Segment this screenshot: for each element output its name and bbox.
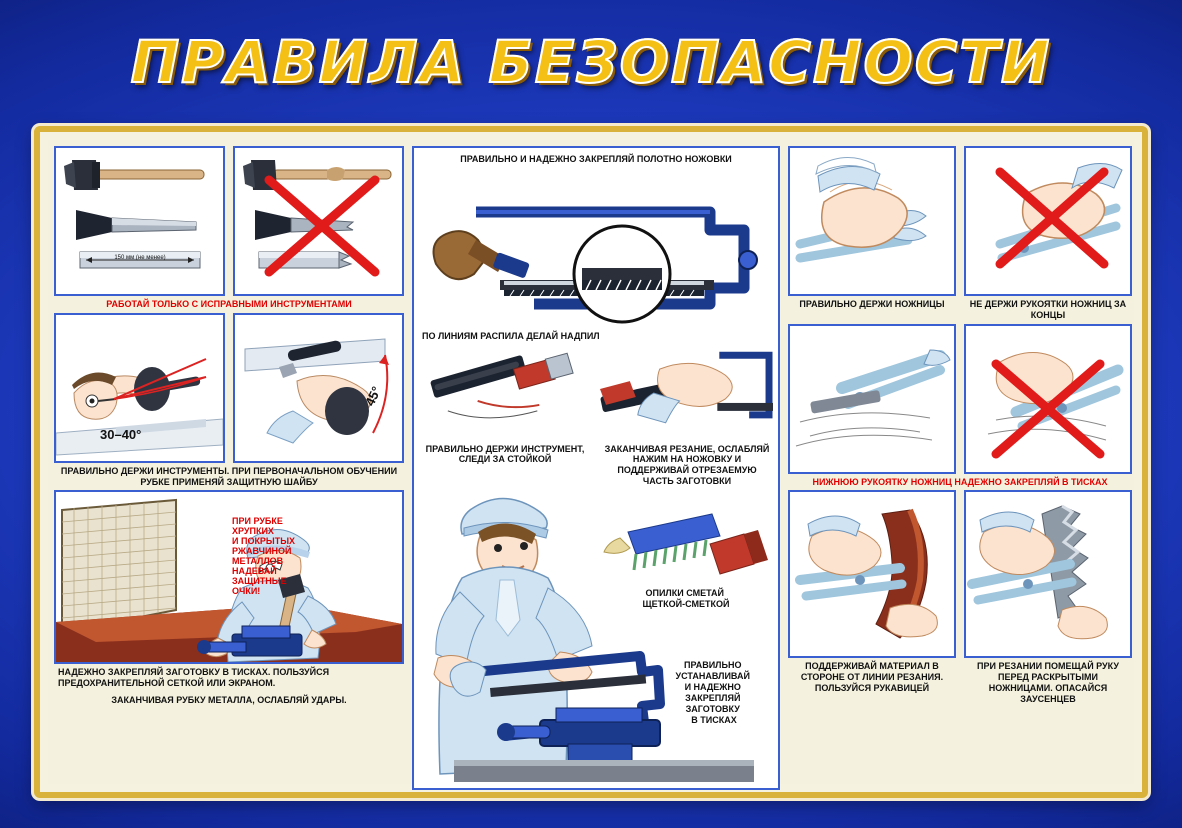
panel-shears-wrong — [964, 146, 1132, 296]
panel-chisel-angle-view — [54, 313, 225, 463]
caption-brush-svg: ОПИЛКИ СМЕТАЙ ЩЕТКОЙ-СМЕТКОЙ — [642, 587, 730, 609]
panel-shears-correct — [788, 146, 956, 296]
poster-inner — [48, 140, 1134, 784]
angle-label-45: 45° — [362, 383, 385, 409]
goggles-callout: ПРИ РУБКЕ ХРУПКИХ И ПОКРЫТЫХ РЖАВЧИНОЙ МЕТАЛЛОВ НАДЕВАЙ ЗАЩИТНЫЕ ОЧКИ! — [232, 516, 296, 597]
angle-label-30-40: 30–40° — [100, 426, 142, 442]
chisel-angle-row — [54, 313, 404, 463]
caption-hold-tool: ПРАВИЛЬНО ДЕРЖИ ИНСТРУМЕНТ, СЛЕДИ ЗА СТОЙКОЙ — [425, 443, 585, 465]
panel-hand-position — [964, 490, 1132, 658]
cutting-row-captions — [788, 658, 1132, 707]
good-tools-illustration — [56, 148, 223, 294]
shears-hold-row — [788, 146, 1132, 296]
left-column — [54, 146, 404, 778]
caption-lower-handle-vise: НИЖНЮЮ РУКОЯТКУ НОЖНИЦ НАДЕЖНО ЗАКРЕПЛЯЙ В ТИСКАХ — [812, 476, 1108, 487]
shears-correct-illustration — [790, 148, 954, 294]
mid-two-up-captions — [414, 441, 778, 490]
panel-chisel-hold-45 — [233, 313, 404, 463]
shears-vise-wrong-illustration — [966, 326, 1130, 472]
poster-title-wrap — [0, 28, 1182, 96]
tools-row — [54, 146, 404, 296]
mid-two-up — [414, 345, 778, 441]
chisel-angle-illustration — [56, 315, 223, 461]
caption-hand-position: ПРИ РЕЗАНИИ ПОМЕЩАЙ РУКУ ПЕРЕД РАСКРЫТЫМИ НОЖНИЦАМИ. ОПАСАЙСЯ ЗАУСЕНЦЕВ — [977, 661, 1119, 704]
caption-soften-blows: ЗАКАНЧИВАЯ РУБКУ МЕТАЛЛА, ОСЛАБЛЯЙ УДАРЫ. — [111, 694, 347, 705]
worker-vise-illustration — [414, 492, 778, 782]
support-material-illustration — [790, 492, 954, 656]
caption-shears-correct: ПРАВИЛЬНО ДЕРЖИ НОЖНИЦЫ — [799, 299, 945, 309]
panel-hacksaw-main — [412, 146, 780, 790]
caption-blade-mount: ПРАВИЛЬНО И НАДЕЖНО ЗАКРЕПЛЯЙ ПОЛОТНО НОЖОВКИ — [460, 154, 732, 164]
dimension-label: 150 мм (не менее) — [114, 255, 166, 261]
shears-vise-row — [788, 324, 1132, 474]
poster-board — [34, 126, 1148, 798]
shears-hold-captions — [788, 296, 1132, 324]
caption-support-material: ПОДДЕРЖИВАЙ МАТЕРИАЛ В СТОРОНЕ ОТ ЛИНИИ РЕЗАНИЯ. ПОЛЬЗУЙСЯ РУКАВИЦЕЙ — [800, 661, 944, 693]
panel-bad-tools — [233, 146, 404, 296]
hacksaw-illustration — [414, 168, 778, 328]
panel-good-tools — [54, 146, 225, 296]
panel-shears-vise-wrong — [964, 324, 1132, 474]
bad-tools-illustration — [235, 148, 402, 294]
shears-wrong-illustration — [966, 148, 1130, 294]
caption-vise-svg: ПРАВИЛЬНО УСТАНАВЛИВАЙ И НАДЕЖНО ЗАКРЕПЛЯЙ ЗАГОТОВКУ В ТИСКАХ — [675, 659, 750, 725]
shears-vise-correct-illustration — [790, 326, 954, 472]
cutting-row — [788, 490, 1132, 658]
caption-notch-line: ПО ЛИНИЯМ РАСПИЛА ДЕЛАЙ НАДПИЛ — [422, 330, 600, 341]
hand-support-illustration — [600, 345, 774, 441]
caption-finish-cut: ЗАКАНЧИВАЯ РЕЗАНИЕ, ОСЛАБЛЯЙ НАЖИМ НА НОЖОВКУ И ПОДДЕРЖИВАЙ ОТРЕЗАЕМУЮ ЧАСТЬ ЗАГОТОВКИ — [604, 443, 770, 486]
chisel-45-illustration — [235, 315, 402, 461]
hand-position-illustration — [966, 492, 1130, 656]
panel-shears-vise-correct — [788, 324, 956, 474]
caption-vise-secure: НАДЕЖНО ЗАКРЕПЛЯЙ ЗАГОТОВКУ В ТИСКАХ. ПОЛЬЗУЙСЯ ПРЕДОХРАНИТЕЛЬНОЙ СЕТКОЙ ИЛИ ЭКРАНОМ. — [58, 667, 330, 689]
middle-column — [412, 146, 780, 778]
caption-hold-tools: ПРАВИЛЬНО ДЕРЖИ ИНСТРУМЕНТЫ. ПРИ ПЕРВОНАЧАЛЬНОМ ОБУЧЕНИИ РУБКЕ ПРИМЕНЯЙ ЗАЩИТНУЮ ШАЙБУ — [60, 465, 398, 487]
file-notch-illustration — [418, 345, 592, 441]
caption-serviceable-tools: РАБОТАЙ ТОЛЬКО С ИСПРАВНЫМИ ИНСТРУМЕНТАМИ — [106, 299, 352, 309]
caption-shears-wrong: НЕ ДЕРЖИ РУКОЯТКИ НОЖНИЦ ЗА КОНЦЫ — [969, 299, 1127, 320]
page-title: ПРАВИЛА БЕЗОПАСНОСТИ — [125, 28, 1058, 96]
panel-goggles-vise — [54, 490, 404, 664]
goggles-vise-illustration — [56, 492, 402, 662]
panel-support-material — [788, 490, 956, 658]
right-column — [788, 146, 1132, 778]
